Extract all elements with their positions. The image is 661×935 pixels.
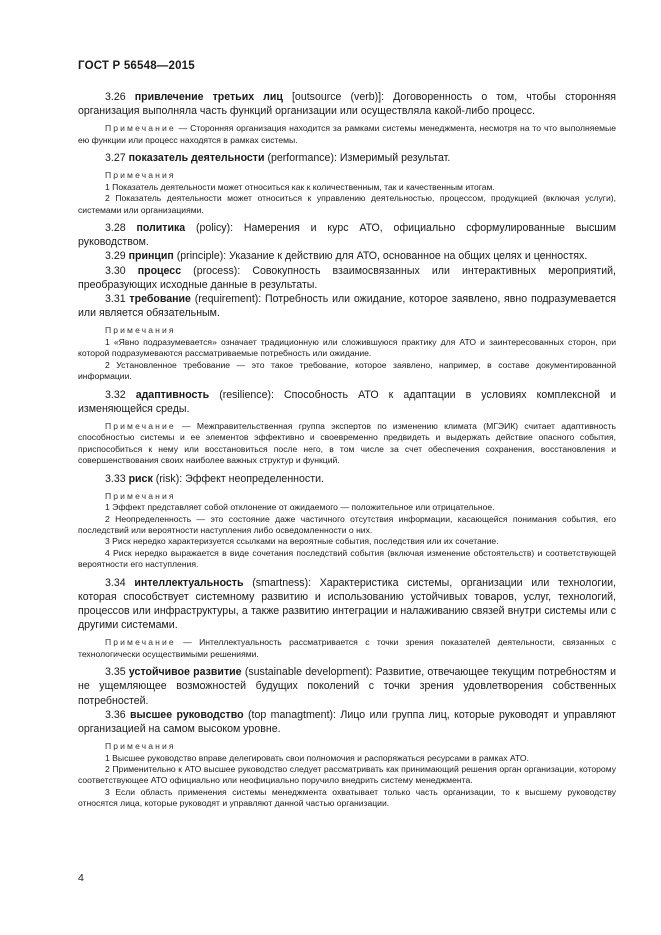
note-item: 2 Установленное требование — это такое требование, которое заявлено, например, в составе документированной информации. <box>78 359 616 382</box>
note-text: Межправительственная группа экспертов по изменению климата (МГЭИК) считает адаптивность способностью системы и ее элементов эффективно и своевременно предвидеть и выдержать действие опасного события, приспособиться к нему или восстановиться после него, в том числе за счет обеспечения сохранения, восстановления и совершенствования своих наиболее важных структур и функций. <box>78 420 616 466</box>
term-3-36 <box>78 708 616 736</box>
term-title: высшее руководство <box>130 708 244 721</box>
term-3-30 <box>78 264 616 292</box>
term-3-35 <box>78 665 616 708</box>
note-item: 2 Неопределенность — это состояние даже частичного отсутствия информации, касающейся понимания события, его последствий или вероятности наступления либо осведомленности о них. <box>78 513 616 535</box>
term-definition: (top managtment): Лицо или группа лиц, которые руководят и управляют организацией на самом высоком уровне. <box>78 708 617 736</box>
term-definition: (resilience): Способность АТО к адаптации в условиях комплексной и изменяющейся среды. <box>78 388 616 415</box>
note-text: Интеллектуальность рассматривается с точки зрения показателей деятельности, связанных с технологически осуществимыми решениями. <box>78 637 616 659</box>
document-body <box>78 90 616 810</box>
note-item: 3 Если область применения системы менеджмента охватывает только часть организации, то к высшему руководству относятся лица, которые руководят и управляют данной частью организации. <box>78 786 616 809</box>
term-definition: (policy): Намерения и курс АТО, официально сформулированные высшим руководством. <box>78 222 616 249</box>
note-label: Примечание <box>105 637 176 648</box>
note-item: 1 Показатель деятельности может относиться как к количественным, так и качественным итогам. <box>105 181 495 192</box>
term-3-29 <box>78 249 616 263</box>
term-3-26 <box>78 90 616 118</box>
term-number: 3.33 <box>105 472 126 485</box>
notes-label: Примечания <box>105 325 176 336</box>
notes-label: Примечания <box>105 741 176 752</box>
term-title: интеллектуальность <box>134 576 244 589</box>
term-title: привлечение третьих лиц <box>134 91 283 103</box>
term-number: 3.26 <box>105 91 126 103</box>
term-number: 3.35 <box>105 666 126 679</box>
note-item: 1 «Явно подразумевается» означает традиционную или сложившуюся практику для АТО и заинтересованных сторон, при которой подразумеваются рассматриваемые потребность или ожидание. <box>78 336 616 359</box>
note-item: 2 Показатель деятельности может относиться к управлению деятельностью, процессом, продукцией (включая услуги), системами или организациями. <box>78 193 616 215</box>
term-title: адаптивность <box>135 388 210 401</box>
term-3-27 <box>78 151 616 165</box>
page-number: 4 <box>78 872 84 884</box>
term-title: процесс <box>137 264 182 277</box>
term-number: 3.27 <box>105 152 126 165</box>
term-definition: (requirement): Потребность или ожидание, которое заявлено, явно подразумевается или является обязательным. <box>78 293 616 320</box>
note-text: Сторонняя организация находится за рамками системы менеджмента, несмотря на то что выполняемые ею функции или процесс находятся в рамках системы. <box>78 123 617 145</box>
term-definition: [outsource (verb)]: Договоренность о том, чтобы сторонняя организация выполняла часть функций организации или осуществляла какой-либо процесс. <box>78 91 616 118</box>
term-title: политика <box>136 222 186 235</box>
term-definition: (principle): Указание к действию для АТО, основанное на общих целях и ценностях. <box>173 250 588 263</box>
note-label: Примечание <box>105 123 176 134</box>
term-definition: (process): Совокупность взаимосвязанных или интерактивных мероприятий, преобразующих исходные данные в результаты. <box>78 264 616 291</box>
term-title: показатель деятельности <box>128 152 265 165</box>
term-title: риск <box>128 472 153 485</box>
term-number: 3.31 <box>105 293 126 306</box>
note-item: 1 Эффект представляет собой отклонение от ожидаемого — положительное или отрицательное. <box>105 502 495 513</box>
notes-label: Примечания <box>105 170 176 181</box>
note-item: 4 Риск нередко выражается в виде сочетания последствий события (включая изменение обстоятельств) и соответствующей вероятности его наступления. <box>78 547 616 570</box>
term-3-28 <box>78 221 616 249</box>
note-item: 2 Применительно к АТО высшее руководство следует рассматривать как принимающий решения орган организации, которому соответствующее АТО официально или неофициально поручило внедрить систему менеджмента. <box>78 764 616 786</box>
note-3-26: Примечание — Сторонняя организация находится за рамками системы менеджмента, несмотря на то что выполняемые ею функции или процесс находятся в рамках системы. <box>78 123 617 145</box>
term-definition: (risk): Эффект неопределенности. <box>152 472 324 485</box>
term-3-33 <box>78 472 616 486</box>
term-definition: (performance): Измеримый результат. <box>264 152 451 165</box>
notes-label: Примечания <box>105 490 176 501</box>
term-number: 3.30 <box>105 264 126 277</box>
note-3-32: Примечание — Межправительственная группа экспертов по изменению климата (МГЭИК) считает адаптивность способностью системы и ее элементов эффективно и своевременно предвидеть и выдержать действие опасного события, приспособиться к нему или восстановиться после него, в том числе за счет обеспечения сохранения, восстановления и совершенствования своих наиболее важных структур и функций. <box>78 420 616 466</box>
term-3-32 <box>78 388 616 416</box>
term-title: устойчивое развитие <box>128 666 242 679</box>
term-number: 3.34 <box>105 576 126 589</box>
term-3-34 <box>78 576 616 633</box>
term-definition: (smartness): Характеристика системы, организации или технологии, которая способствует системному развитию и использованию устойчивых товаров, услуг, технологий, процессов или инфраструктуры, а также развитию интеграции и налаживанию связей внутри системы или с другими системами. <box>78 576 617 632</box>
term-title: принцип <box>128 250 174 263</box>
term-3-31 <box>78 292 616 320</box>
term-number: 3.28 <box>105 222 126 235</box>
term-number: 3.32 <box>105 388 126 401</box>
term-number: 3.36 <box>105 708 126 721</box>
note-item: 1 Высшее руководство вправе делегировать свои полномочия и распоряжаться ресурсами в рамках АТО. <box>105 752 529 763</box>
note-3-34: Примечание — Интеллектуальность рассматривается с точки зрения показателей деятельности, связанных с технологически осуществимыми решениями. <box>78 637 616 659</box>
note-item: 3 Риск нередко характеризуется ссылками на вероятные события, последствия или их сочетание. <box>105 536 499 547</box>
term-definition: (sustainable development): Развитие, отвечающее текущим потребностям и не ущемляющее возможностей будущих поколений с точки зрения удовлетворения собственных потребностей. <box>78 666 616 707</box>
term-title: требование <box>129 293 191 306</box>
doc-header: ГОСТ Р 56548—2015 <box>78 60 195 72</box>
term-number: 3.29 <box>105 250 126 263</box>
note-label: Примечание <box>105 420 176 431</box>
